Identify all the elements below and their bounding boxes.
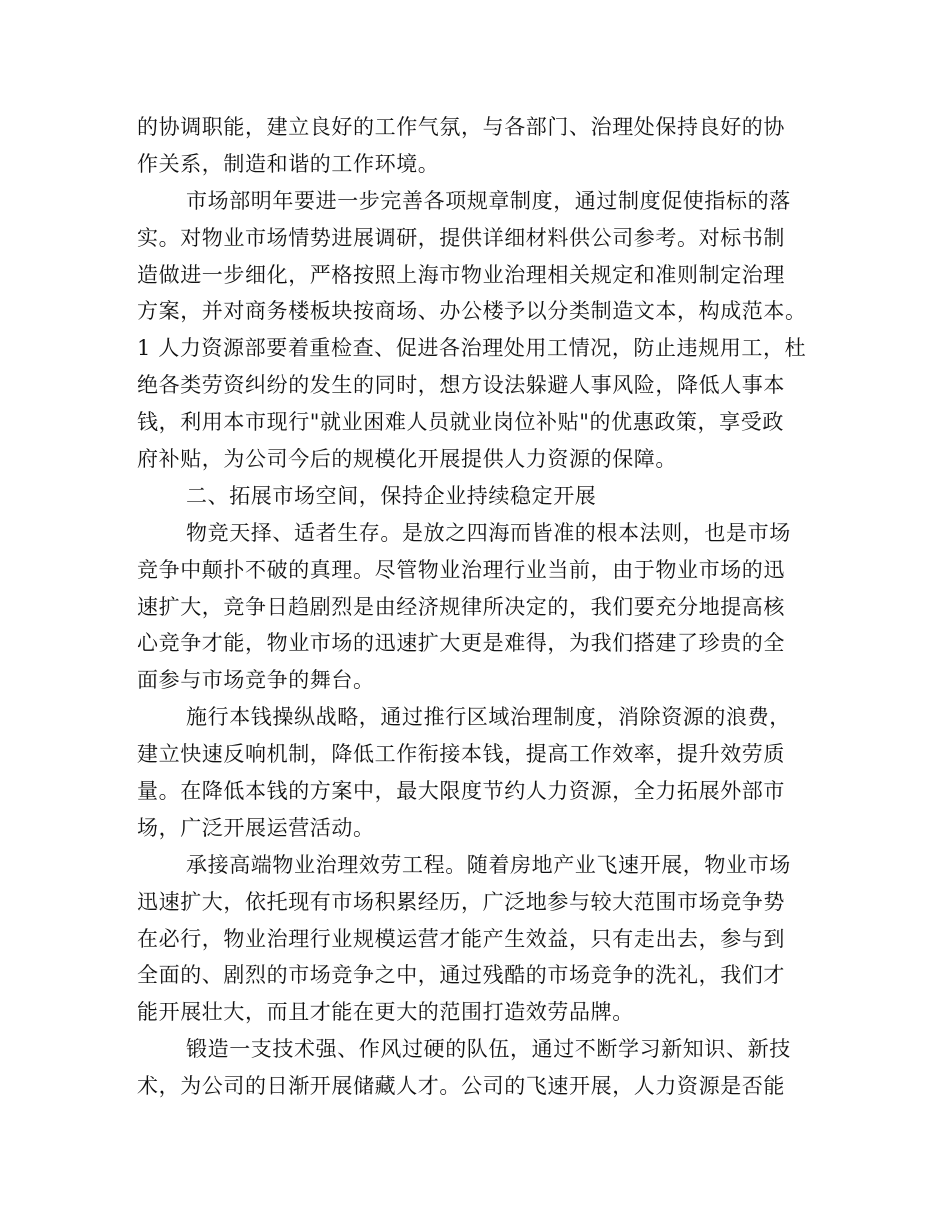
paragraph [137, 1031, 825, 1105]
text-line: 锻造一支技术强、作风过硬的队伍，通过不断学习新知识、新技 [186, 1037, 791, 1062]
text-line: 场，广泛开展运营活动。 [137, 815, 375, 840]
text-line: 施行本钱操纵战略，通过推行区域治理制度，消除资源的浪费， [186, 705, 791, 730]
text-line: 实。对物业市场情势进展调研，提供详细材料供公司参考。对标书制 [137, 225, 785, 250]
text-line: 在必行，物业治理行业规模运营才能产生效益，只有走出去，参与到 [137, 926, 785, 951]
paragraph [137, 109, 825, 183]
text-line: 二、拓展市场空间，保持企业持续稳定开展 [186, 483, 597, 508]
text-line: 物竞天择、适者生存。是放之四海而皆准的根本法则，也是市场 [186, 520, 791, 545]
text-line: 的协调职能，建立良好的工作气氛，与各部门、治理处保持良好的协 [137, 115, 785, 139]
text-line: 心竞争才能，物业市场的迅速扩大更是难得，为我们搭建了珍贵的全 [137, 631, 785, 656]
text-line: 能开展壮大，而且才能在更大的范围打造效劳品牌。 [137, 1000, 634, 1025]
text-line: 市场部明年要进一步完善各项规章制度，通过制度促使指标的落 [186, 188, 791, 213]
paragraph [137, 847, 825, 1031]
text-line: 术，为公司的日渐开展储藏人才。公司的飞速开展，人力资源是否能 [137, 1074, 785, 1099]
text-line: 全面的、剧烈的市场竞争之中，通过残酷的市场竞争的洗礼，我们才 [137, 963, 785, 988]
text-line: 造做进一步细化，严格按照上海市物业治理相关规定和准则制定治理 [137, 262, 785, 287]
text-line: 迅速扩大，依托现有市场积累经历，广泛地参与较大范围市场竞争势 [137, 889, 785, 914]
text-line: 承接高端物业治理效劳工程。随着房地产业飞速开展，物业市场 [186, 852, 791, 877]
text-line: 量。在降低本钱的方案中，最大限度节约人力资源，全力拓展外部市 [137, 779, 785, 804]
text-line: 作关系，制造和谐的工作环境。 [137, 151, 440, 176]
text-line: 建立快速反响机制，降低工作衔接本钱，提高工作效率，提升效劳质 [137, 742, 785, 767]
text-line: 府补贴，为公司今后的规模化开展提供人力资源的保障。 [137, 447, 677, 472]
document-body [137, 109, 825, 1105]
paragraph [137, 515, 825, 699]
paragraph [137, 478, 825, 515]
text-line: 钱，利用本市现行"就业困难人员就业岗位补贴"的优惠政策，享受政 [137, 410, 784, 435]
text-line: 绝各类劳资纠纷的发生的同时，想方设法躲避人事风险，降低人事本 [137, 373, 785, 398]
text-line: 1 人力资源部要着重检查、促进各治理处用工情况，防止违规用工，杜 [137, 336, 807, 361]
text-line: 方案，并对商务楼板块按商场、办公楼予以分类制造文本，构成范本。 [137, 299, 807, 324]
paragraph [137, 183, 825, 478]
text-line: 速扩大，竞争日趋剧烈是由经济规律所决定的，我们要充分地提高核 [137, 594, 785, 619]
paragraph [137, 699, 825, 847]
text-line: 竞争中颠扑不破的真理。尽管物业治理行业当前，由于物业市场的迅 [137, 557, 785, 582]
text-line: 面参与市场竞争的舞台。 [137, 668, 375, 693]
